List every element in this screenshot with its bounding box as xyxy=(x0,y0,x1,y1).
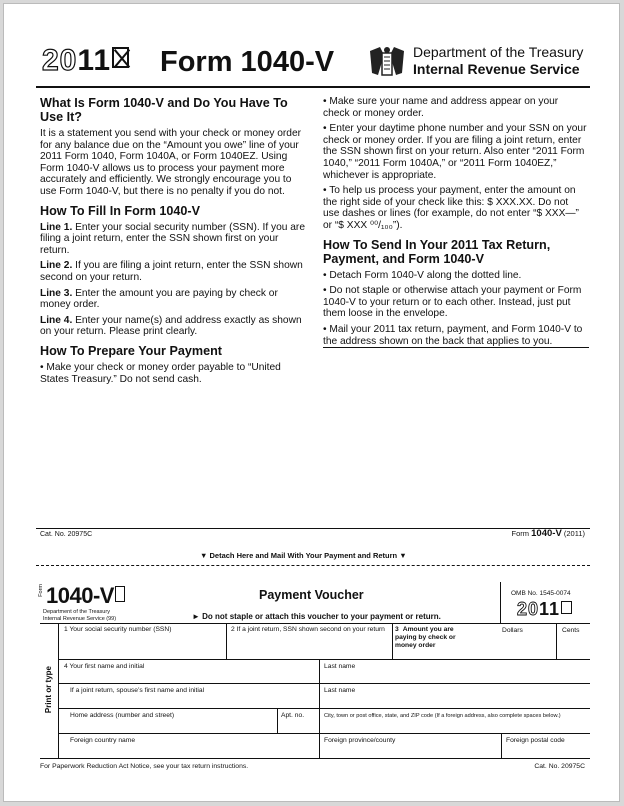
field-spouse-first-name[interactable]: If a joint return, spouse’s first name and initial xyxy=(70,687,205,694)
omb-divider xyxy=(500,582,501,624)
left-column xyxy=(40,96,308,389)
prepare-bullet-1: • Make your check or money order payable to “United States Treasury.” Do not send cash. xyxy=(40,361,281,385)
field-amount-number: 3 xyxy=(395,626,399,633)
section-title-prepare: How To Prepare Your Payment xyxy=(40,343,222,358)
section-title-fill-in: How To Fill In Form 1040-V xyxy=(40,203,201,218)
line1-text: Enter your social security number (SSN). If you are filing a joint return, enter the SSN shown first on your return. xyxy=(40,221,305,256)
row3-rule xyxy=(58,708,590,709)
postal-divider xyxy=(501,733,502,758)
line4-label: Line 4. xyxy=(40,314,73,326)
what-is-body: It is a statement you send with your check or money order for any balance due on the “Amount you owe” line of your 2011 Form 1040, Form 1040A, or Form 1040EZ. Using Form 1040-V allows us to process your payment more accurately and efficiently. We strongly encourage you to use Form 1040-V, but there is no penalty if you do not. xyxy=(40,128,302,197)
line2-instruction xyxy=(40,260,308,283)
cents-divider xyxy=(556,623,557,659)
field-amount-text: Amount you are paying by check or money order xyxy=(395,626,456,649)
field-home-address[interactable]: Home address (number and street) xyxy=(70,712,175,719)
line2-label: Line 2. xyxy=(40,260,73,272)
right-column xyxy=(323,96,587,351)
document-page xyxy=(3,3,620,802)
field-spouse-last-name[interactable]: Last name xyxy=(324,687,356,694)
voucher-year-light: 20 xyxy=(517,599,540,619)
irs-eagle-logo-icon xyxy=(368,45,406,79)
omb-number: OMB No. 1545-0074 xyxy=(511,590,571,597)
voucher-dept2: Internal Revenue Service (99) xyxy=(43,615,117,622)
voucher-bottom-rule xyxy=(40,758,590,759)
field-foreign-country[interactable]: Foreign country name xyxy=(70,737,136,744)
apt-divider xyxy=(277,708,278,733)
line4-instruction xyxy=(40,315,308,338)
field-last-name[interactable]: Last name xyxy=(324,663,356,670)
right-column-rule xyxy=(323,347,589,348)
year-box-icon xyxy=(112,47,129,68)
voucher-title: Payment Voucher xyxy=(259,588,364,602)
voucher-number-text: 1040-V xyxy=(46,583,114,608)
line1-label: Line 1. xyxy=(40,221,73,233)
row2-rule xyxy=(58,683,590,684)
cat-number-top: Cat. No. 20975C xyxy=(40,531,93,538)
prepare-bullet-2: • Make sure your name and address appear on your check or money order. xyxy=(323,96,559,119)
voucher-year-box-icon xyxy=(561,601,572,614)
field-joint-ssn[interactable]: 2 If a joint return, SSN shown second on your return xyxy=(231,626,385,633)
line2-text: If you are filing a joint return, enter the SSN shown second on your return. xyxy=(40,260,303,283)
voucher-instruction: ► Do not staple or attach this voucher to your payment or return. xyxy=(192,612,441,621)
detach-dotted-line[interactable] xyxy=(36,565,590,566)
field-foreign-postal[interactable]: Foreign postal code xyxy=(506,737,565,744)
send-bullet-2: • Do not staple or otherwise attach your payment or Form 1040-V to your return or to each other. Instead, just put them loose in the envelope. xyxy=(323,285,582,320)
field-ssn[interactable]: 1 Your social security number (SSN) xyxy=(64,626,172,633)
voucher-form-number xyxy=(46,583,125,609)
form-reference xyxy=(512,528,585,539)
field-foreign-province[interactable]: Foreign province/county xyxy=(324,737,396,744)
line1-instruction xyxy=(40,222,308,257)
voucher-year-bold: 11 xyxy=(539,599,561,619)
page-footer-rule xyxy=(36,528,590,529)
paperwork-notice: For Paperwork Reduction Act Notice, see your tax return instructions. xyxy=(40,763,249,770)
dept-line1: Department of the Treasury xyxy=(413,44,584,60)
department-block xyxy=(413,44,583,78)
ssn-divider xyxy=(226,623,227,659)
voucher-dept1: Department of the Treasury xyxy=(43,609,110,615)
section-title-send: How To Send In Your 2011 Tax Return, Payment, and Form 1040-V xyxy=(323,237,551,266)
field-first-name[interactable]: 4 Your first name and initial xyxy=(64,663,145,670)
form-ref-prefix: Form xyxy=(511,529,532,538)
row4-rule xyxy=(58,733,590,734)
line4-text: Enter your name(s) and address exactly as shown on your return. Please print clearly. xyxy=(40,314,302,338)
year-bold: 11 xyxy=(77,44,112,77)
voucher-dept xyxy=(43,609,116,622)
print-or-type-label: Print or type xyxy=(44,666,53,714)
form-title: Form 1040-V xyxy=(160,46,335,78)
cat-number-bottom: Cat. No. 20975C xyxy=(534,763,585,770)
voucher-form-word: Form xyxy=(38,584,44,597)
prepare-bullet-4: • To help us process your payment, enter the amount on the right side of your check like this: $ XXX.XX. Do not use dashes or lines (for example, do not enter “$ XXX—” or “$ XXX ⁰⁰/₁₀₀”). xyxy=(323,185,579,231)
tax-year xyxy=(42,44,129,78)
header-rule xyxy=(36,86,590,88)
send-bullet-1: • Detach Form 1040-V along the dotted line. xyxy=(323,269,522,281)
voucher-year xyxy=(517,599,572,620)
prepare-bullet-3: • Enter your daytime phone number and your SSN on your check or money order. If you are filing a joint return, enter the SSN shown first on your return. Also enter “2011 Form 1040,” “2011 Form 1040A,” or “2011 Form 1040EZ,” whichever is appropriate. xyxy=(323,123,587,181)
line3-label: Line 3. xyxy=(40,287,73,299)
row1-rule xyxy=(58,659,590,660)
send-bullet-3: • Mail your 2011 tax return, payment, and Form 1040-V to the address shown on the back that applies to you. xyxy=(323,323,583,347)
voucher-box-icon xyxy=(115,586,125,602)
dollars-label: Dollars xyxy=(502,627,523,634)
lastname-divider xyxy=(319,659,320,758)
field-dollars[interactable] xyxy=(478,624,556,659)
form-ref-year: (2011) xyxy=(561,529,585,538)
field-apt-no[interactable]: Apt. no. xyxy=(281,712,305,719)
print-type-divider xyxy=(58,623,59,758)
year-light: 20 xyxy=(42,44,78,77)
line3-text: Enter the amount you are paying by check or money order. xyxy=(40,287,278,311)
dept-line2: Internal Revenue Service xyxy=(413,61,580,77)
field-amount-label xyxy=(395,626,475,650)
field-cents[interactable]: Cents xyxy=(562,627,580,634)
line3-instruction xyxy=(40,288,308,311)
form-ref-number: 1040-V xyxy=(531,528,562,539)
section-title-what-is: What Is Form 1040-V and Do You Have To Use It? xyxy=(40,96,288,124)
amount-divider xyxy=(392,623,393,659)
field-city-state-zip[interactable]: City, town or post office, state, and ZIP code (If a foreign address, also complete spaces below.) xyxy=(324,713,561,719)
detach-instruction: ▼ Detach Here and Mail With Your Payment and Return ▼ xyxy=(200,551,407,560)
